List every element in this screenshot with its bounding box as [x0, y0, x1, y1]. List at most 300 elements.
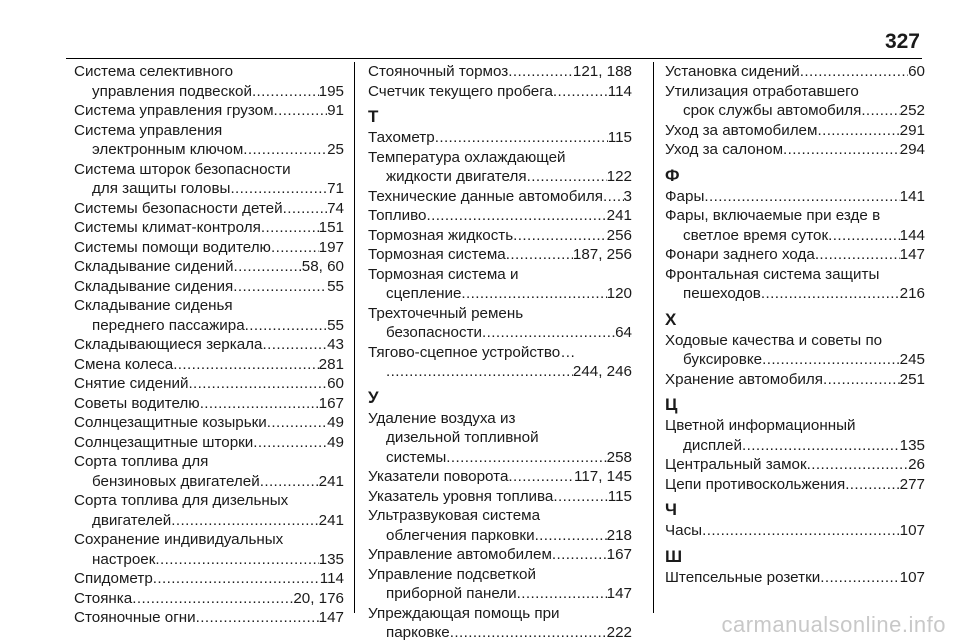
entry-text: Температура охлаждающей	[368, 148, 566, 166]
dot-leader	[230, 179, 327, 199]
entry-text: Цветной информационный	[665, 417, 856, 434]
entry-text: электронным ключом	[92, 141, 244, 158]
entry-page-line	[665, 140, 925, 160]
index-entry	[665, 331, 925, 370]
index-entry	[665, 521, 925, 541]
entry-text: Солнцезащитные козырьки	[74, 414, 267, 431]
index-entry	[665, 265, 925, 304]
entry-page-line	[74, 394, 344, 414]
entry-page-line	[74, 277, 344, 297]
entry-page-line	[368, 448, 632, 468]
page-reference[interactable]: 218	[606, 526, 632, 544]
entry-text: Управление автомобилем	[368, 546, 552, 563]
dot-leader	[253, 433, 327, 453]
page-reference[interactable]: 281	[318, 355, 344, 373]
page-reference[interactable]: 64	[615, 324, 632, 341]
page-reference[interactable]: 120	[606, 285, 632, 302]
entry-text: Утилизация отработавшего	[665, 82, 859, 100]
entry-heading-line	[368, 428, 632, 448]
index-entry	[368, 187, 632, 207]
entry-text: Указатели поворота	[368, 468, 509, 485]
index-entry	[368, 62, 632, 82]
index-entry	[74, 121, 344, 160]
entry-text: срок службы автомобиля	[683, 102, 862, 119]
page-reference[interactable]: 291	[899, 121, 925, 139]
entry-page-line	[74, 608, 344, 628]
entry-text: Управление подсветкой	[368, 565, 536, 583]
index-entry	[368, 82, 632, 102]
entry-text: Системы климат-контроля	[74, 219, 261, 236]
entry-page-line	[368, 323, 632, 343]
entry-text: Фары	[665, 187, 705, 205]
page-reference[interactable]: 251	[899, 370, 925, 388]
dot-leader	[386, 362, 573, 382]
entry-page-line	[74, 511, 344, 531]
entry-text: Установка сидений	[665, 63, 800, 80]
page-reference[interactable]: 49	[327, 414, 344, 431]
entry-heading-line	[74, 62, 344, 82]
entry-text: Тормозная система и	[368, 265, 519, 283]
entry-text: Ультразвуковая система	[368, 507, 541, 524]
index-entry	[665, 370, 925, 390]
page-reference[interactable]: 147	[899, 246, 925, 263]
page-reference[interactable]: 241	[318, 472, 344, 490]
index-entry	[74, 199, 344, 219]
entry-page-line	[368, 82, 632, 102]
page-reference[interactable]: 244, 246	[572, 363, 632, 380]
page-reference[interactable]: 107	[899, 568, 925, 586]
entry-page-line	[665, 475, 925, 495]
entry-text: Система шторок безопасности	[74, 160, 291, 178]
index-entry	[665, 475, 925, 495]
entry-text: переднего пассажира	[92, 316, 245, 334]
index-entry	[74, 452, 344, 491]
entry-page-line	[74, 218, 344, 238]
page-reference[interactable]: 74	[327, 199, 344, 217]
entry-heading-line	[74, 491, 344, 511]
dot-leader	[702, 521, 900, 541]
section-letter: Х	[665, 309, 677, 329]
entry-text: Фронтальная система защиты	[665, 265, 880, 283]
entry-text: Центральный замок	[665, 456, 807, 473]
dot-leader	[245, 316, 327, 336]
page-reference[interactable]: 25	[327, 141, 344, 158]
dot-leader	[450, 623, 607, 642]
entry-page-line	[368, 467, 632, 487]
index-entry	[665, 187, 925, 207]
entry-text: сцепление	[386, 285, 462, 302]
entry-heading-line	[368, 148, 632, 168]
page-reference[interactable]: 258	[606, 448, 632, 466]
index-entry	[74, 394, 344, 414]
page-reference[interactable]: 121, 188	[572, 63, 632, 80]
entry-text: Складывание сидения	[74, 277, 234, 295]
section-letter: Ф	[665, 165, 680, 185]
dot-leader	[426, 206, 606, 226]
dot-leader	[173, 355, 318, 375]
page-reference[interactable]: 252	[899, 102, 925, 119]
dot-leader	[527, 167, 607, 187]
index-entry	[665, 206, 925, 245]
page-reference[interactable]: 107	[899, 522, 925, 539]
index-entry	[368, 467, 632, 487]
entry-text: жидкости двигателя	[386, 168, 527, 185]
entry-text: Фары, включаемые при езде в	[665, 207, 881, 224]
entry-page-line	[74, 355, 344, 375]
entry-text: Система селективного	[74, 63, 234, 80]
entry-text: дисплей	[683, 436, 742, 454]
entry-page-line	[368, 623, 632, 642]
page-reference[interactable]: 277	[899, 475, 925, 493]
page-reference[interactable]: 141	[899, 187, 925, 205]
entry-heading-line	[74, 296, 344, 316]
entry-text: управления подвеской	[92, 82, 252, 100]
entry-page-line	[368, 167, 632, 187]
page-reference[interactable]: 20, 176	[293, 589, 344, 607]
index-entry	[74, 589, 344, 609]
page-reference[interactable]: 241	[318, 511, 344, 529]
dot-leader	[817, 121, 899, 141]
dot-leader	[845, 475, 899, 495]
section-letter: Ч	[665, 500, 677, 519]
entry-page-line	[74, 374, 344, 394]
page-reference[interactable]: 60	[327, 375, 344, 392]
entry-page-line	[74, 101, 344, 121]
index-entry	[665, 416, 925, 455]
dot-leader	[233, 277, 327, 297]
index-entry	[368, 487, 632, 507]
entry-page-line	[74, 413, 344, 433]
index-entry	[368, 409, 632, 468]
index-entry	[368, 506, 632, 545]
entry-text: двигателей	[92, 511, 172, 529]
entry-text: Сорта топлива для	[74, 453, 209, 470]
page-reference[interactable]: 195	[318, 82, 344, 100]
page-reference[interactable]: 43	[327, 336, 344, 353]
dot-leader	[446, 448, 606, 468]
page-reference[interactable]: 114	[319, 570, 344, 587]
page-reference[interactable]: 222	[606, 624, 632, 641]
index-entry	[665, 245, 925, 265]
entry-page-line	[74, 238, 344, 258]
page-reference[interactable]: 294	[899, 141, 925, 158]
dot-leader	[783, 140, 900, 160]
dot-leader	[704, 187, 899, 207]
dot-leader	[274, 101, 328, 121]
index-entry	[74, 62, 344, 101]
entry-text: Система управления	[74, 121, 223, 139]
dot-leader	[807, 455, 908, 475]
index-entry	[74, 355, 344, 375]
entry-text: Стояночный тормоз	[368, 63, 509, 80]
entry-page-line	[665, 245, 925, 265]
entry-heading-line	[665, 82, 925, 102]
page-reference[interactable]: 71	[327, 180, 344, 197]
entry-text: Снятие сидений	[74, 375, 189, 392]
entry-text: Фонари заднего хода	[665, 246, 815, 263]
dot-leader	[132, 589, 293, 609]
dot-leader	[517, 584, 607, 604]
entry-page-line	[74, 82, 344, 102]
entry-page-line	[74, 179, 344, 199]
entry-heading-line	[665, 416, 925, 436]
dot-leader	[283, 199, 327, 219]
entry-page-line	[368, 284, 632, 304]
index-entry	[665, 455, 925, 475]
entry-text: Топливо	[368, 207, 427, 224]
dot-leader	[252, 82, 319, 102]
entry-heading-line	[368, 565, 632, 585]
entry-heading-line	[368, 343, 632, 363]
entry-page-line	[368, 206, 632, 226]
entry-text: Уход за салоном	[665, 141, 784, 158]
page-reference[interactable]: 135	[318, 550, 344, 568]
index-entry	[74, 608, 344, 628]
entry-text: приборной панели	[386, 585, 517, 602]
entry-text: Тягово-сцепное устройство…	[368, 343, 576, 361]
entry-text: Спидометр	[74, 570, 153, 587]
column-divider-2	[653, 62, 654, 613]
entry-text: Сохранение индивидуальных	[74, 531, 284, 548]
index-entry	[74, 101, 344, 121]
page-reference[interactable]: 60	[908, 63, 925, 80]
entry-heading-line	[368, 506, 632, 526]
entry-page-line	[368, 128, 632, 148]
dot-leader	[482, 323, 615, 343]
entry-text: Хранение автомобиля	[665, 370, 823, 388]
page-reference[interactable]: 3	[623, 187, 632, 205]
page-reference[interactable]: 241	[606, 207, 632, 224]
dot-leader	[263, 335, 328, 355]
entry-text: Складывание сидений	[74, 258, 234, 275]
header-rule	[66, 58, 922, 59]
index-entry	[665, 140, 925, 160]
column-divider-1	[354, 62, 355, 613]
dot-leader	[188, 374, 327, 394]
page-reference[interactable]: 114	[607, 82, 632, 100]
entry-heading-line	[74, 530, 344, 550]
entry-text: Ходовые качества и советы по	[665, 331, 883, 349]
page-reference[interactable]: 115	[607, 129, 632, 146]
page-reference[interactable]: 26	[908, 456, 925, 473]
dot-leader	[171, 511, 318, 531]
entry-page-line	[665, 284, 925, 304]
dot-leader	[435, 128, 608, 148]
entry-page-line	[74, 433, 344, 453]
entry-text: Часы	[665, 522, 703, 539]
index-column-1	[74, 62, 344, 628]
entry-heading-line	[368, 304, 632, 324]
dot-leader	[155, 550, 318, 570]
index-entry	[74, 160, 344, 199]
entry-text: Указатель уровня топлива	[368, 487, 554, 505]
index-entry	[74, 277, 344, 297]
dot-leader	[762, 350, 900, 370]
entry-page-line	[74, 257, 344, 277]
index-entry	[368, 304, 632, 343]
entry-text: светлое время суток	[683, 226, 829, 244]
entry-text: Складывание сиденья	[74, 297, 233, 314]
entry-page-line	[665, 370, 925, 390]
entry-page-line	[665, 187, 925, 207]
index-entry	[368, 206, 632, 226]
entry-heading-line	[665, 331, 925, 351]
index-entry	[665, 62, 925, 82]
entry-heading-line	[368, 409, 632, 429]
entry-text: Солнцезащитные шторки	[74, 433, 254, 451]
page-reference[interactable]: 256	[606, 226, 632, 244]
index-entry	[74, 569, 344, 589]
entry-text: парковке	[386, 624, 450, 641]
index-entry	[368, 245, 632, 265]
page-reference[interactable]: 167	[606, 546, 632, 563]
index-entry	[74, 238, 344, 258]
page-reference[interactable]: 147	[606, 585, 632, 602]
page-reference[interactable]: 115	[607, 487, 632, 505]
index-column-3	[665, 62, 925, 587]
entry-page-line	[368, 226, 632, 246]
index-column-2	[368, 62, 632, 642]
page-reference[interactable]: 216	[899, 285, 925, 302]
dot-leader	[553, 487, 607, 507]
section-letter: Ц	[665, 395, 678, 414]
dot-leader	[200, 394, 319, 414]
entry-page-line	[665, 521, 925, 541]
index-entry	[74, 433, 344, 453]
dot-leader	[461, 284, 606, 304]
entry-text: Система управления грузом	[74, 102, 274, 119]
dot-leader	[260, 472, 319, 492]
entry-text: Стояночные огни	[74, 609, 196, 626]
entry-text: Смена колеса	[74, 355, 174, 373]
entry-text: Технические данные автомобиля	[368, 187, 603, 205]
dot-leader	[535, 526, 607, 546]
entry-page-line	[74, 199, 344, 219]
dot-leader	[603, 187, 624, 207]
entry-page-line	[665, 121, 925, 141]
page-reference[interactable]: 49	[327, 433, 344, 451]
index-entry	[665, 82, 925, 121]
entry-text: Упреждающая помощь при	[368, 604, 560, 622]
dot-leader	[506, 245, 573, 265]
entry-page-line	[74, 472, 344, 492]
page-reference[interactable]: 58, 60	[301, 258, 344, 275]
index-entry	[74, 491, 344, 530]
entry-text: Тормозная жидкость	[368, 226, 514, 244]
entry-page-line	[368, 487, 632, 507]
page-reference[interactable]: 117, 145	[574, 468, 632, 485]
page-reference[interactable]: 151	[318, 219, 344, 236]
page-reference[interactable]: 135	[899, 436, 925, 454]
entry-page-line	[74, 316, 344, 336]
entry-text: Складывающиеся зеркала	[74, 336, 263, 353]
entry-text: дизельной топливной	[386, 429, 539, 446]
page-reference[interactable]: 147	[318, 609, 344, 626]
dot-leader	[823, 370, 900, 390]
entry-text: пешеходов	[683, 285, 761, 302]
dot-leader	[552, 545, 607, 565]
page-reference[interactable]: 55	[327, 316, 344, 334]
watermark: carmanualsonline.info	[721, 612, 946, 637]
index-entry	[74, 530, 344, 569]
dot-leader	[828, 226, 900, 246]
page-reference[interactable]: 55	[327, 277, 344, 295]
dot-leader	[196, 608, 319, 628]
entry-page-line	[665, 568, 925, 588]
index-entry	[368, 604, 632, 642]
entry-heading-line	[368, 265, 632, 285]
entry-page-line	[74, 589, 344, 609]
entry-text: Системы безопасности детей	[74, 199, 283, 217]
entry-page-line	[665, 455, 925, 475]
page-reference[interactable]: 167	[318, 394, 344, 412]
entry-page-line	[368, 362, 632, 382]
page-reference[interactable]: 197	[318, 238, 344, 256]
entry-text: Тахометр	[368, 129, 435, 146]
index-entry	[368, 265, 632, 304]
entry-text: Счетчик текущего пробега	[368, 82, 553, 100]
entry-text: Штепсельные розетки	[665, 568, 821, 586]
index-entry	[368, 226, 632, 246]
entry-page-line	[665, 101, 925, 121]
section-letter: У	[368, 387, 379, 407]
entry-page-line	[665, 226, 925, 246]
entry-page-line	[368, 62, 632, 82]
entry-text: облегчения парковки	[386, 526, 535, 544]
index-entry	[665, 121, 925, 141]
dot-leader	[243, 140, 327, 160]
entry-text: Сорта топлива для дизельных	[74, 492, 289, 509]
entry-text: Системы помощи водителю	[74, 238, 271, 256]
index-entry	[368, 565, 632, 604]
index-entry	[368, 343, 632, 382]
index-entry	[74, 413, 344, 433]
entry-text: Стоянка	[74, 589, 133, 607]
entry-text: системы	[386, 448, 447, 466]
entry-text: Тормозная система	[368, 246, 506, 263]
entry-heading-line	[74, 452, 344, 472]
index-entry	[74, 374, 344, 394]
entry-page-line	[368, 584, 632, 604]
dot-leader	[553, 82, 608, 102]
page-number: 327	[884, 30, 920, 53]
entry-heading-line	[74, 121, 344, 141]
dot-leader	[820, 568, 899, 588]
dot-leader	[815, 245, 900, 265]
entry-page-line	[368, 526, 632, 546]
entry-text: настроек	[92, 550, 156, 568]
dot-leader	[508, 62, 573, 82]
entry-text: Советы водителю	[74, 394, 200, 412]
index-entry	[368, 545, 632, 565]
dot-leader	[513, 226, 606, 246]
index-entry	[74, 335, 344, 355]
page-reference[interactable]: 187, 256	[572, 246, 632, 263]
entry-text: для защиты головы	[92, 180, 231, 197]
page-reference[interactable]: 91	[327, 102, 344, 119]
entry-text: бензиновых двигателей	[92, 472, 260, 490]
entry-text: Удаление воздуха из	[368, 409, 516, 427]
page-reference[interactable]: 144	[899, 226, 925, 244]
entry-page-line	[665, 62, 925, 82]
page-reference[interactable]: 245	[899, 351, 925, 368]
entry-heading-line	[665, 265, 925, 285]
entry-page-line	[368, 187, 632, 207]
dot-leader	[742, 436, 900, 456]
page-reference[interactable]: 122	[606, 168, 632, 185]
dot-leader	[761, 284, 900, 304]
dot-leader	[861, 101, 899, 121]
